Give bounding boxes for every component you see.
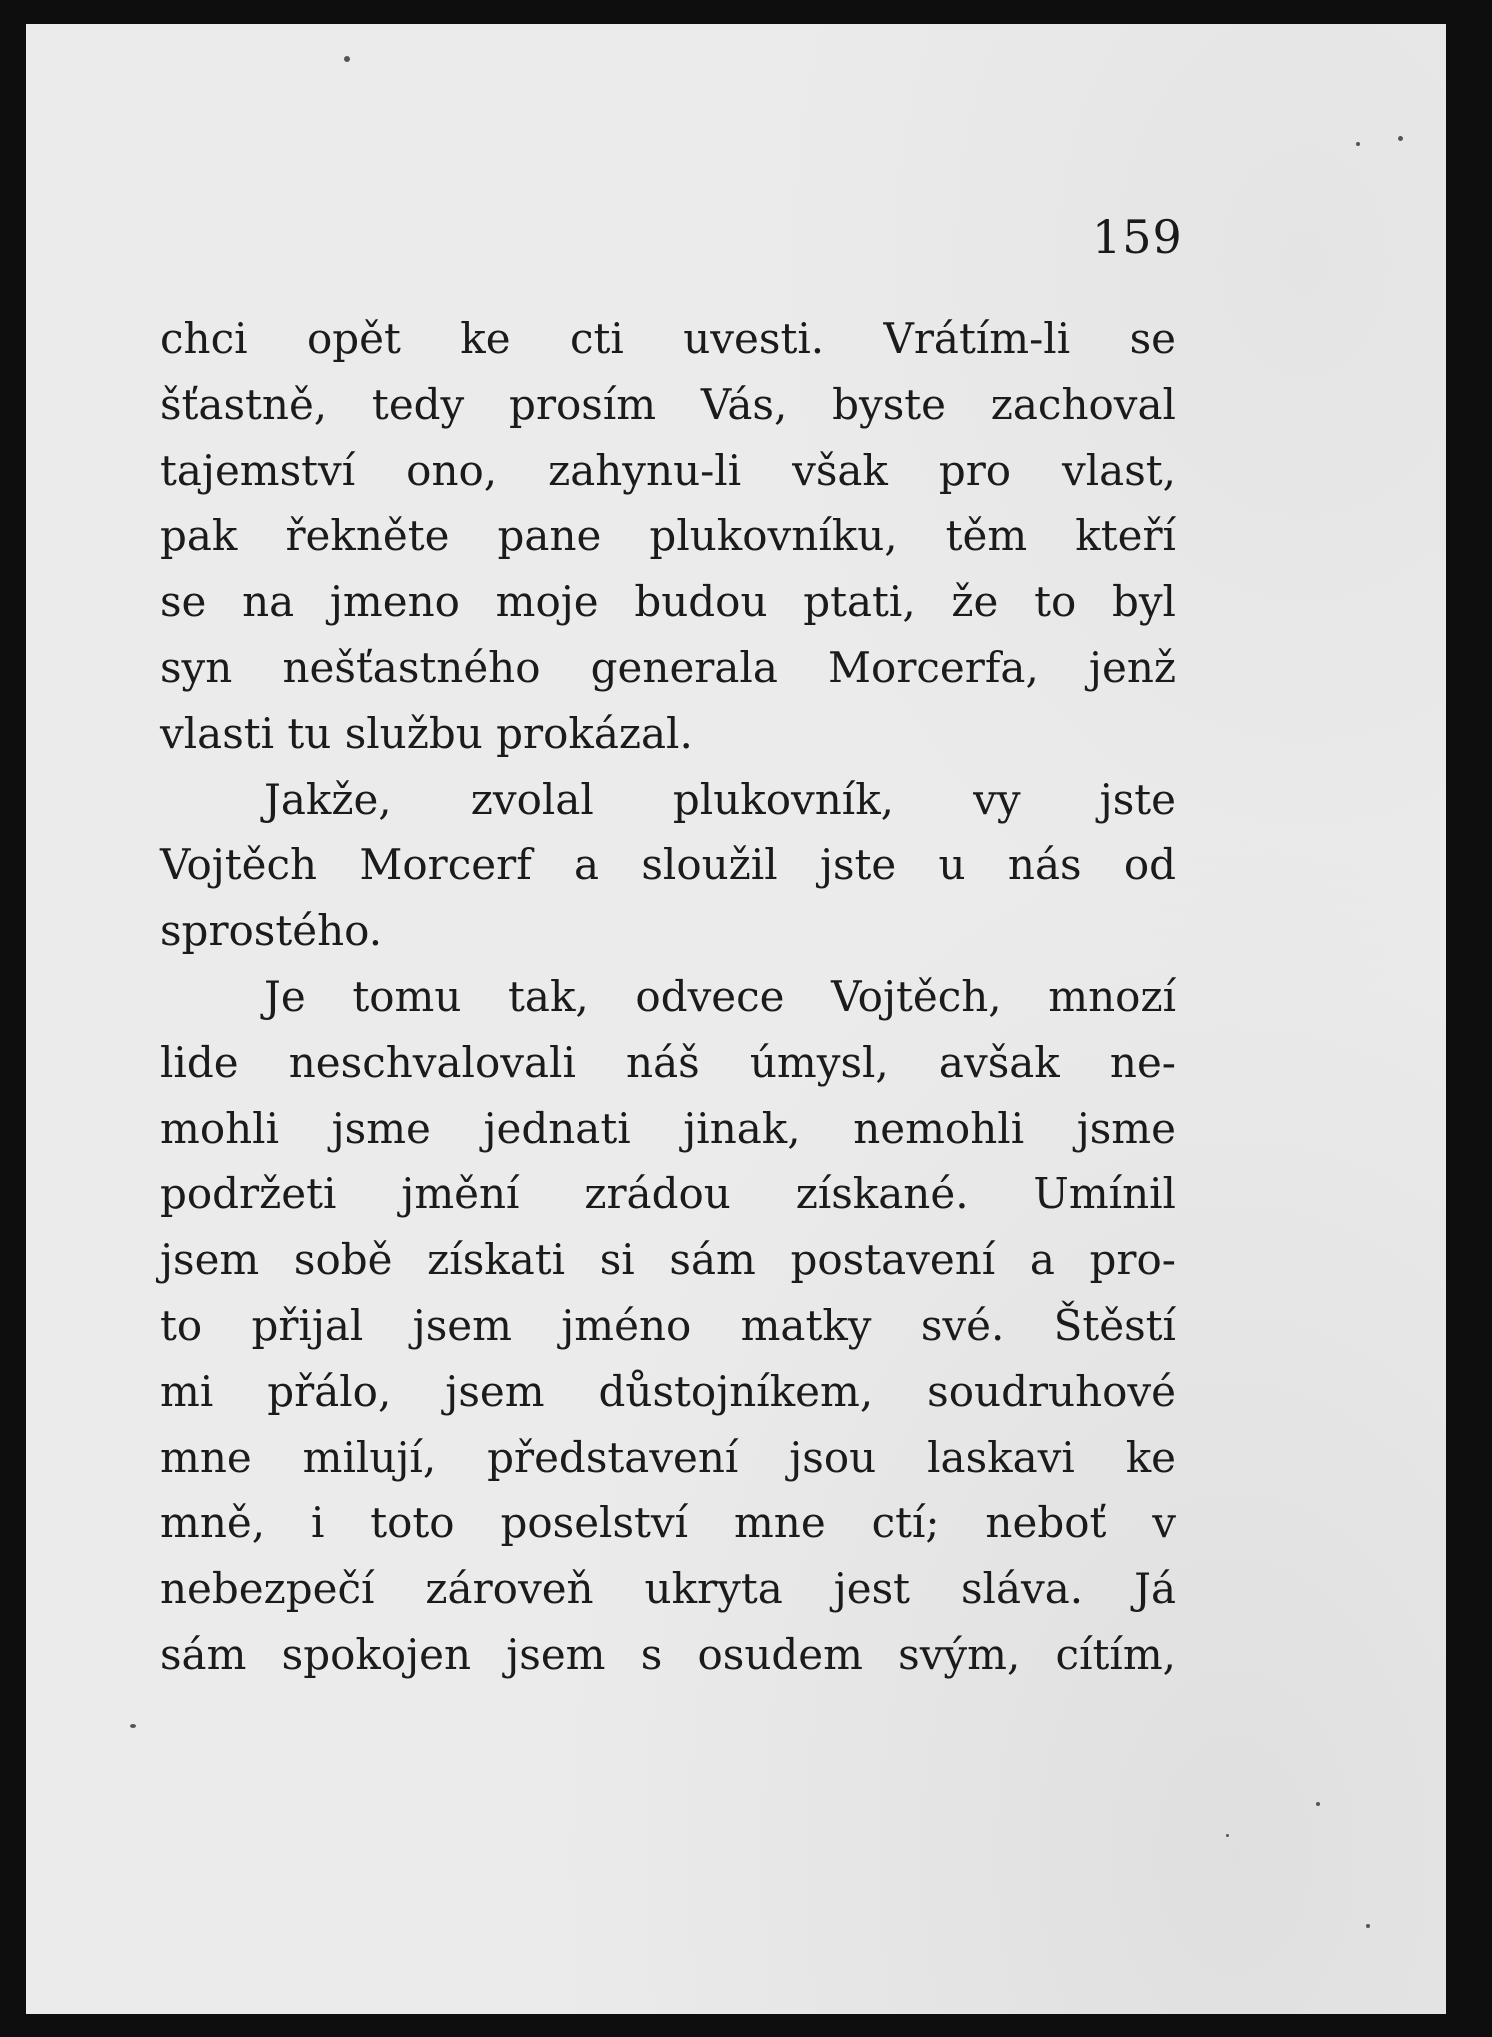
text-line: mne milují, představení jsou laskavi ke	[160, 1432, 1176, 1482]
text-line: lide neschvalovali náš úmysl, avšak ne-	[160, 1037, 1176, 1087]
text-line: mně, i toto poselství mne ctí; neboť v	[160, 1498, 1176, 1548]
paper-speck	[1398, 136, 1403, 141]
text-line: jsem sobě získati si sám postavení a pro-	[160, 1235, 1176, 1285]
page-sheet	[26, 24, 1446, 2014]
text-line: nebezpečí zároveň ukryta jest sláva. Já	[160, 1564, 1176, 1614]
paper-speck	[130, 1724, 136, 1728]
body-text	[160, 306, 1176, 1688]
paper-speck	[1366, 1924, 1370, 1928]
text-line: to přijal jsem jméno matky své. Štěstí	[160, 1300, 1176, 1350]
text-line: mohli jsme jednati jinak, nemohli jsme	[160, 1103, 1176, 1153]
page-number: 159	[1092, 210, 1183, 264]
text-line: šťastně, tedy prosím Vás, byste zachoval	[160, 379, 1176, 429]
paper-speck	[1356, 142, 1360, 146]
text-line: sám spokojen jsem s osudem svým, cítím,	[160, 1629, 1176, 1679]
text-line: vlasti tu službu prokázal.	[160, 708, 693, 758]
text-line: tajemství ono, zahynu-li však pro vlast,	[160, 445, 1176, 495]
paper-speck	[1226, 1834, 1229, 1837]
text-line: pak řekněte pane plukovníku, těm kteří	[160, 511, 1176, 561]
text-line: Vojtěch Morcerf a sloužil jste u nás od	[160, 840, 1176, 890]
text-line: se na jmeno moje budou ptati, že to byl	[160, 577, 1176, 627]
text-line: syn nešťastného generala Morcerfa, jenž	[160, 642, 1176, 692]
paper-speck	[344, 56, 350, 62]
text-line: chci opět ke cti uvesti. Vrátím-li se	[160, 314, 1176, 363]
text-line: podržeti jmění zrádou získané. Umínil	[160, 1169, 1176, 1219]
text-line: mi přálo, jsem důstojníkem, soudruhové	[160, 1366, 1176, 1416]
text-line: sprostého.	[160, 906, 383, 956]
paper-speck	[1316, 1802, 1320, 1806]
text-line: Jakže, zvolal plukovník, vy jste	[264, 774, 1176, 824]
text-line: Je tomu tak, odvece Vojtěch, mnozí	[264, 971, 1176, 1021]
